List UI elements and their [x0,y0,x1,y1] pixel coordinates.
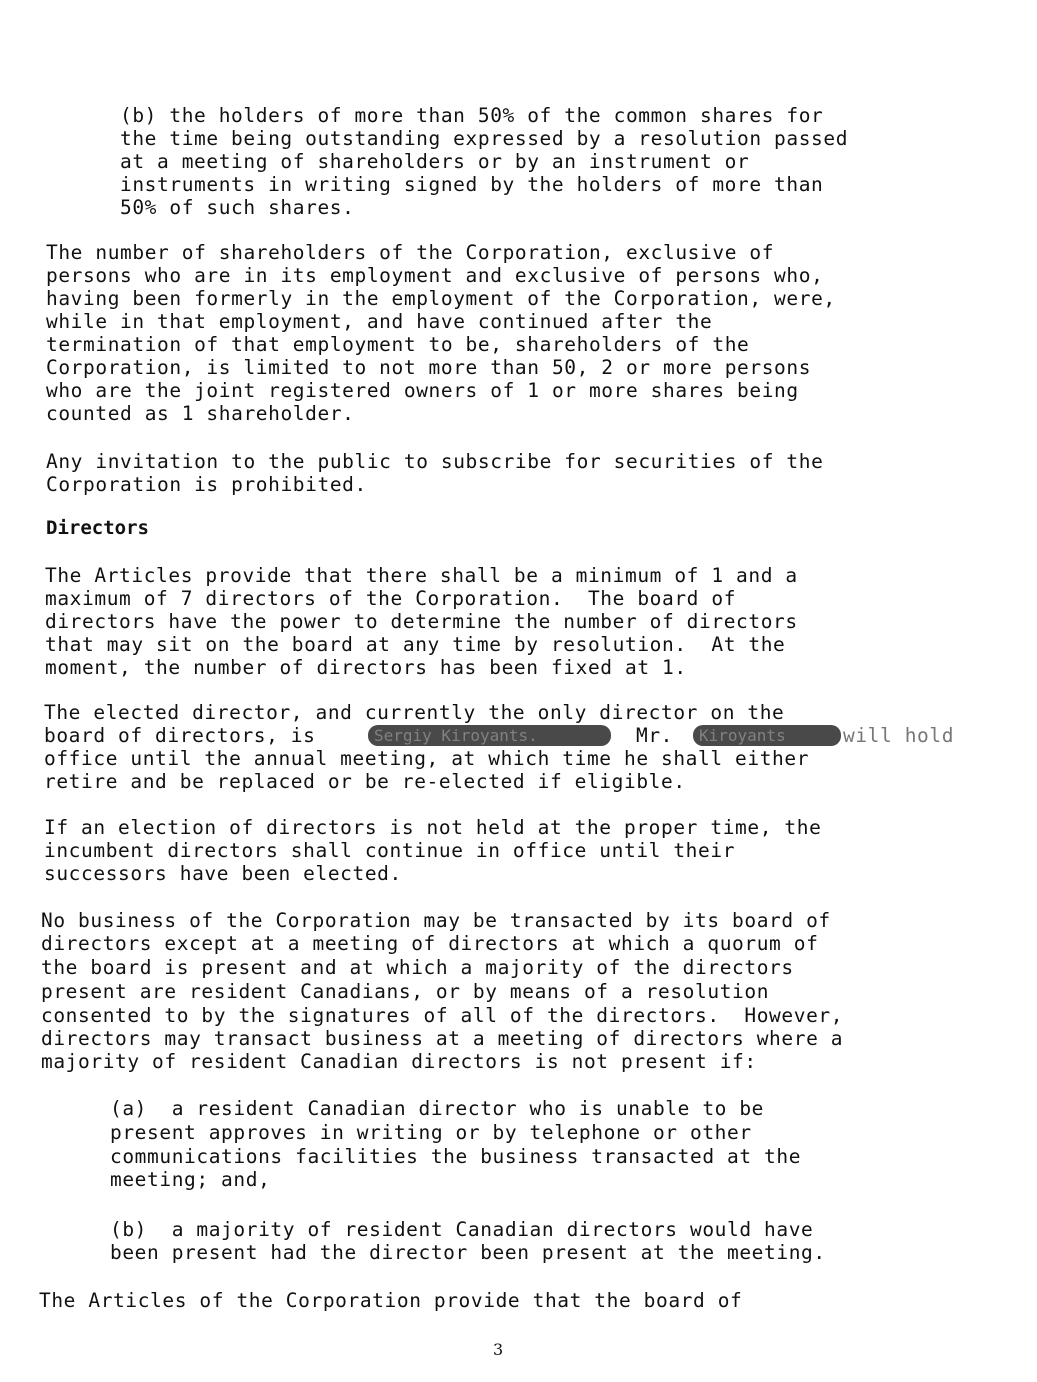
shareholders-line: persons who are in its employment and exclusive of persons who, [46,264,824,287]
para-b-line: 50% of such shares. [120,196,355,219]
shareholders-line: who are the joint registered owners of 1 or more shares being [46,379,799,402]
articles-line: maximum of 7 directors of the Corporation. The board of [45,587,737,610]
item-a-line: present approves in writing or by telephone or other [110,1121,752,1144]
shareholders-line: counted as 1 shareholder. [46,402,355,425]
articles-line: moment, the number of directors has been fixed at 1. [45,656,687,679]
para-b-line: at a meeting of shareholders or by an instrument or [120,150,750,173]
redacted-name: Kiroyants [699,726,786,745]
business-line: directors may transact business at a meeting of directors where a [41,1027,844,1050]
elected-line: office until the annual meeting, at which time he shall either [44,747,810,770]
shareholders-line: Corporation, is limited to not more than 50, 2 or more persons [46,356,812,379]
elected-line-mr: Mr. [636,724,686,747]
para-b-line: instruments in writing signed by the holders of more than [120,173,824,196]
shareholders-line: while in that employment, and have continued after the [46,310,713,333]
invitation-line: Corporation is prohibited. [46,473,367,496]
item-a-line: communications facilities the business transacted at the [110,1145,802,1168]
business-line: No business of the Corporation may be transacted by its board of [41,909,831,932]
business-line: consented to by the signatures of all of the directors. However, [41,1004,844,1027]
shareholders-line: The number of shareholders of the Corporation, exclusive of [46,241,775,264]
business-line: the board is present and at which a majority of the directors [41,956,794,979]
redaction-bar [693,725,841,746]
page-number: 3 [493,1340,504,1359]
articles-line: The Articles provide that there shall be a minimum of 1 and a [45,564,798,587]
final-line: The Articles of the Corporation provide that the board of [39,1289,743,1312]
item-a-line: (a) a resident Canadian director who is unable to be [110,1097,765,1120]
business-line: majority of resident Canadian directors is not present if: [41,1050,757,1073]
redacted-name: Sergiy Kiroyants. [374,726,538,745]
elected-line: retire and be replaced or be re-elected if eligible. [44,770,686,793]
item-b-line: (b) a majority of resident Canadian directors would have [110,1218,814,1241]
item-a-line: meeting; and, [110,1168,271,1191]
invitation-line: Any invitation to the public to subscribe for securities of the [46,450,824,473]
business-line: directors except at a meeting of directors at which a quorum of [41,932,819,955]
articles-line: directors have the power to determine the number of directors [45,610,798,633]
elected-line: The elected director, and currently the only director on the [44,701,785,724]
shareholders-line: having been formerly in the employment of the Corporation, were, [46,287,836,310]
directors-heading: Directors [46,517,149,539]
business-line: present are resident Canadians, or by means of a resolution [41,980,770,1003]
election-line: successors have been elected. [44,862,402,885]
redaction-bar [368,725,611,746]
shareholders-line: termination of that employment to be, shareholders of the [46,333,750,356]
elected-line-prefix: board of directors, is [44,724,328,747]
para-b-line: (b) the holders of more than 50% of the common shares for [120,104,824,127]
item-b-line: been present had the director been present at the meeting. [110,1241,826,1264]
articles-line: that may sit on the board at any time by resolution. At the [45,633,786,656]
election-line: If an election of directors is not held at the proper time, the [44,816,822,839]
election-line: incumbent directors shall continue in office until their [44,839,736,862]
elected-line-suffix: will hold [843,724,955,747]
para-b-line: the time being outstanding expressed by a resolution passed [120,127,849,150]
